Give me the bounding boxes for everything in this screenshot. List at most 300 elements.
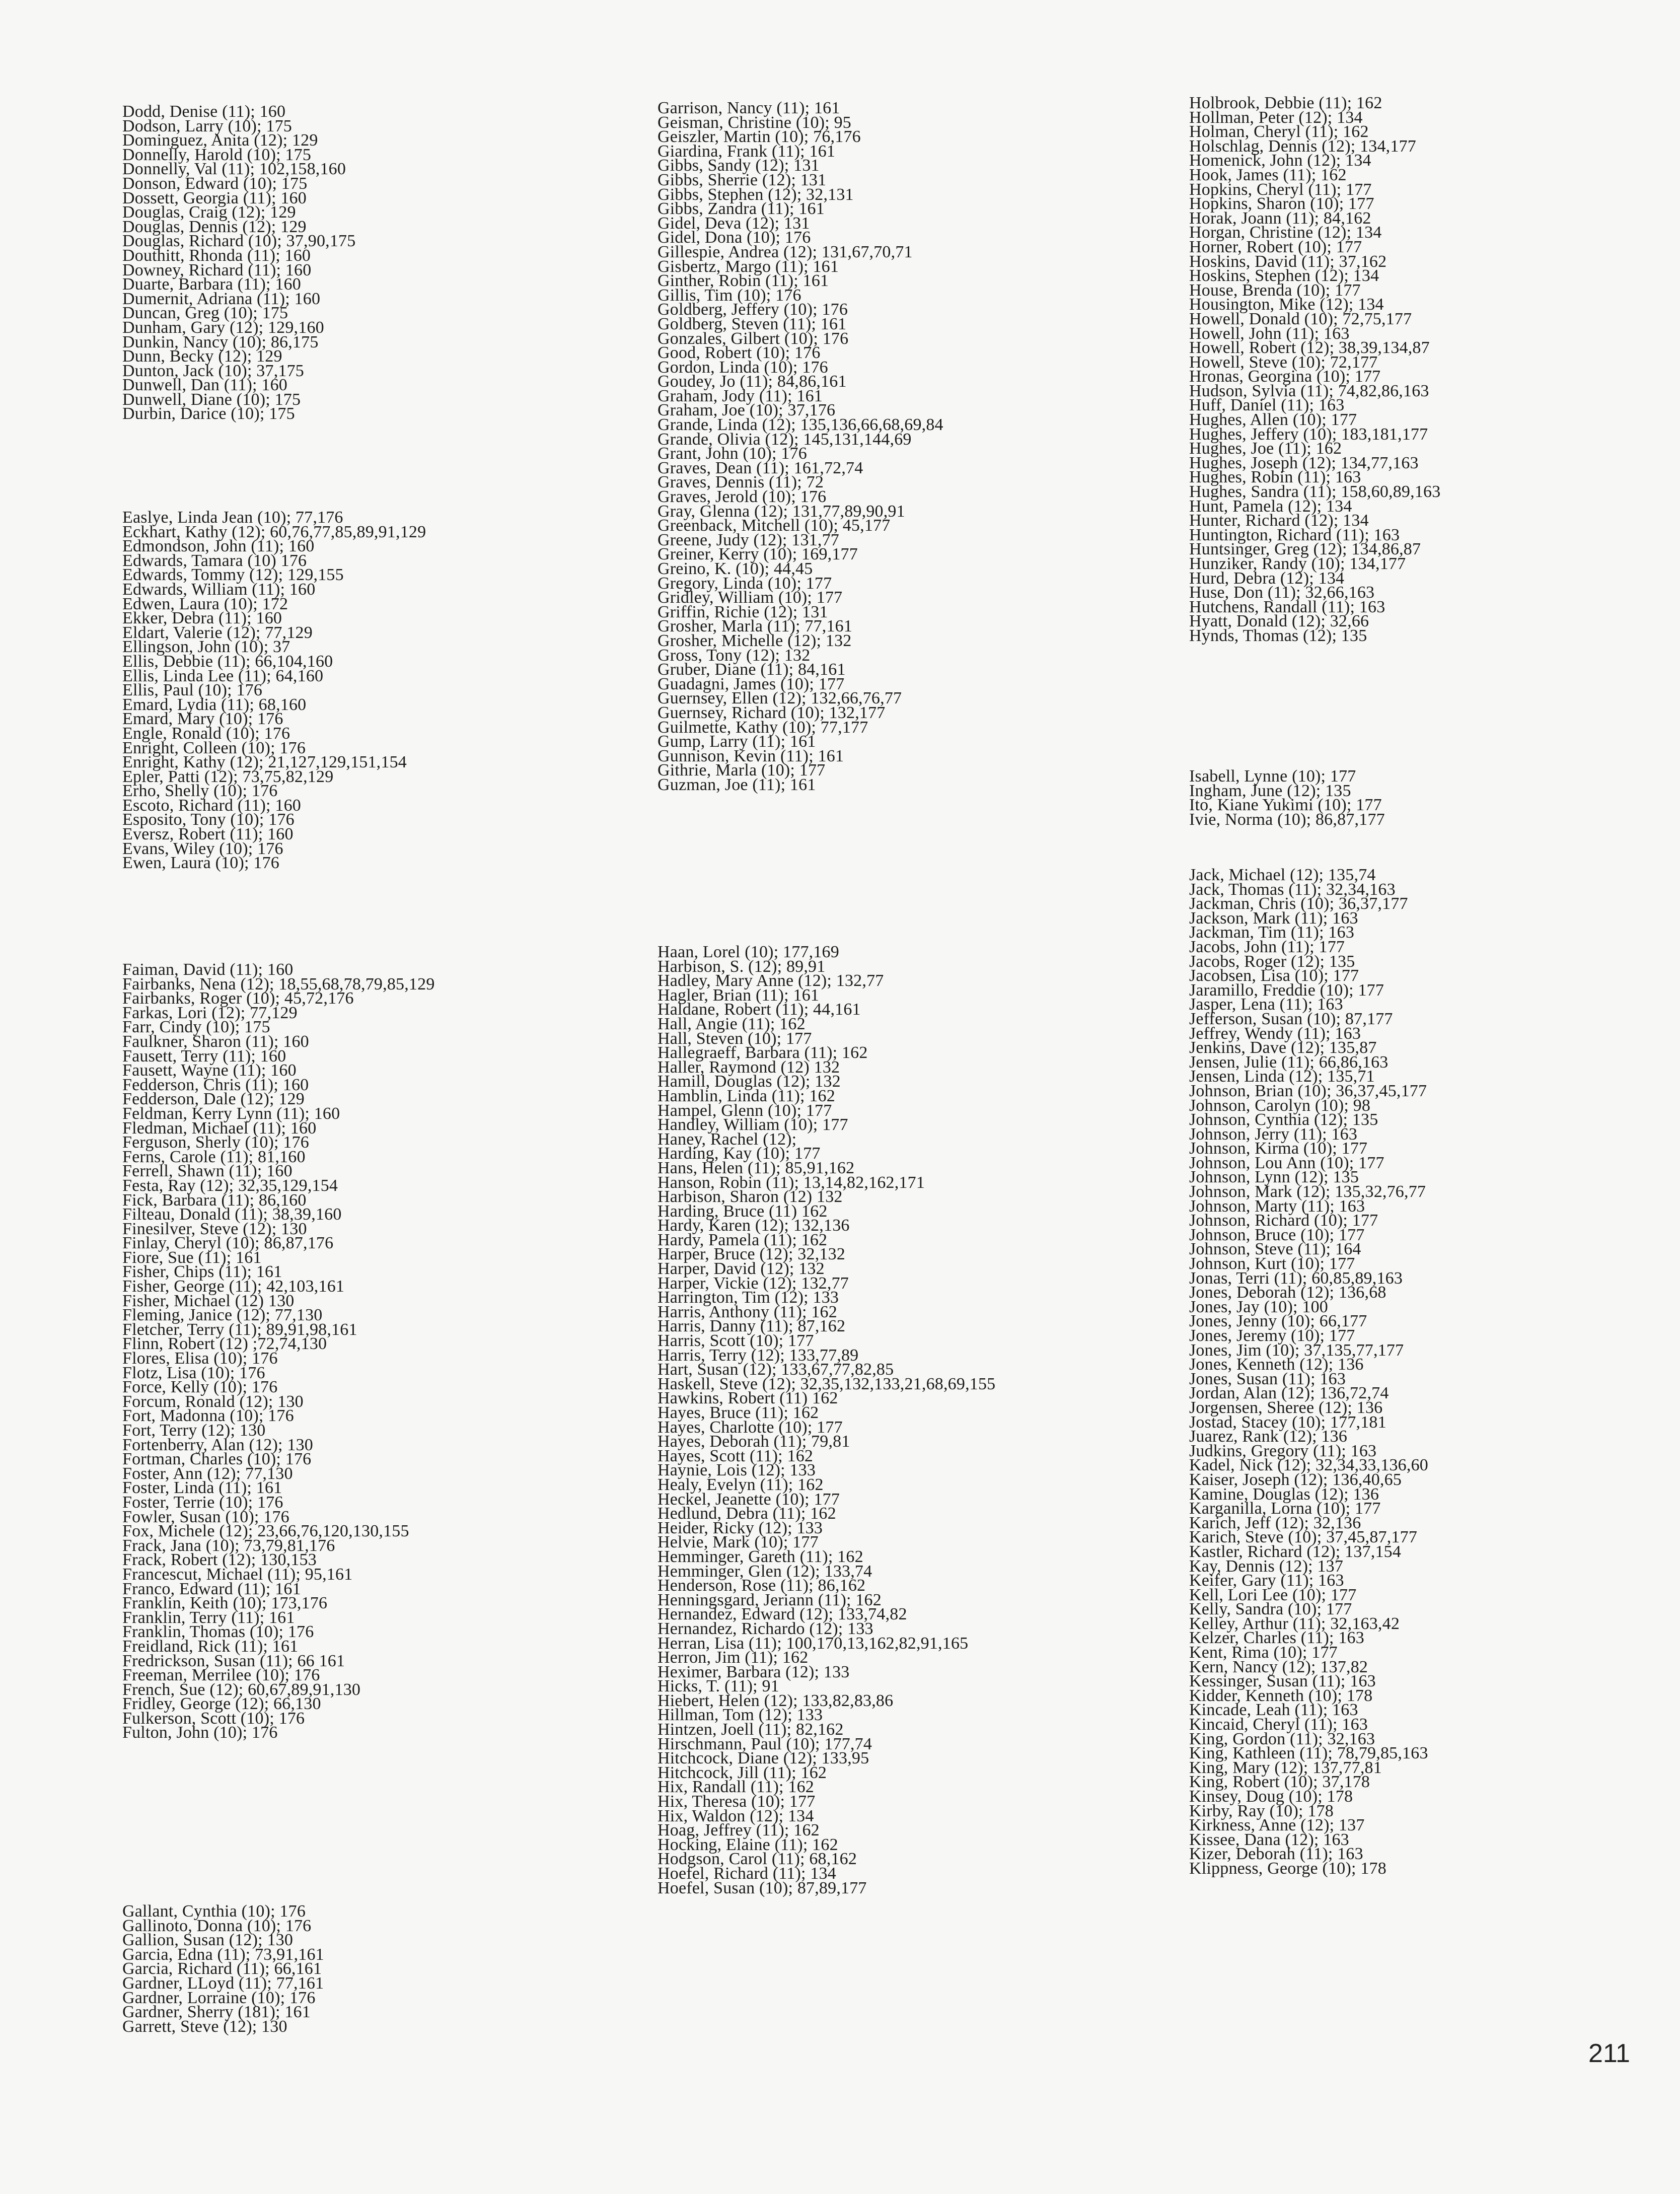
index-entry: Harrington, Tim (12); 133	[658, 1288, 839, 1307]
index-entry: Hart, Susan (12); 133,67,77,82,85	[658, 1360, 894, 1379]
index-entry: Good, Robert (10); 176	[658, 343, 821, 363]
index-entry: Jacobs, John (11); 177	[1189, 937, 1345, 956]
index-entry: Enright, Colleen (10); 176	[122, 738, 306, 757]
index-entry: Fortman, Charles (10); 176	[122, 1450, 312, 1469]
index-entry: Kirkness, Anne (12); 137	[1189, 1816, 1365, 1835]
index-entry: Guilmette, Kathy (10); 77,177	[658, 718, 868, 737]
index-entry: Johnson, Lynn (12); 135	[1189, 1168, 1359, 1187]
index-entry: Huntsinger, Greg (12); 134,86,87	[1189, 540, 1421, 559]
index-entry: Hughes, Allen (10); 177	[1189, 410, 1357, 430]
index-entry: Jones, Jim (10); 37,135,77,177	[1189, 1340, 1404, 1360]
index-entry: Hall, Steven (10); 177	[658, 1029, 812, 1048]
index-entry: Karich, Steve (10); 37,45,87,177	[1189, 1528, 1418, 1547]
index-entry: Douglas, Craig (12); 129	[122, 203, 296, 222]
index-entry: Dodson, Larry (10); 175	[122, 116, 292, 135]
index-group-e	[122, 508, 426, 873]
index-entry: Haynie, Lois (12); 133	[658, 1461, 816, 1480]
index-entry: Graves, Dean (11); 161,72,74	[658, 458, 863, 477]
index-group-g-continued	[658, 101, 943, 793]
index-entry: Fisher, George (11); 42,103,161	[122, 1277, 345, 1296]
index-entry: Eversz, Robert (11); 160	[122, 825, 294, 844]
index-entry: Gardner, Lorraine (10); 176	[122, 1988, 316, 2007]
index-entry: Graham, Joe (10); 37,176	[658, 401, 836, 420]
index-entry: Fowler, Susan (10); 176	[122, 1507, 289, 1526]
index-entry: Huse, Don (11); 32,66,163	[1189, 583, 1375, 602]
index-entry: Gridley, William (10); 177	[658, 588, 843, 607]
index-entry: Flores, Elisa (10); 176	[122, 1349, 278, 1368]
index-entry: Henderson, Rose (11); 86,162	[658, 1576, 866, 1595]
index-entry: Kaiser, Joseph (12); 136,40,65	[1189, 1470, 1402, 1489]
index-entry: Geiszler, Martin (10); 76,176	[658, 127, 861, 147]
index-entry: Henningsgard, Jeriann (11); 162	[658, 1590, 882, 1609]
index-entry: Dunwell, Dan (11); 160	[122, 376, 287, 395]
index-entry: Jenkins, Dave (12); 135,87	[1189, 1038, 1377, 1057]
index-entry: Gibbs, Sandy (12); 131	[658, 156, 820, 175]
index-entry: King, Mary (12); 137,77,81	[1189, 1758, 1382, 1777]
index-entry: Howell, John (11); 163	[1189, 324, 1350, 343]
index-group-h	[658, 945, 995, 1895]
index-entry: Harris, Anthony (11); 162	[658, 1302, 837, 1321]
index-entry: Franco, Edward (11); 161	[122, 1579, 301, 1598]
index-entry: Emard, Mary (10); 176	[122, 710, 283, 729]
index-entry: Handley, William (10); 177	[658, 1115, 848, 1135]
index-entry: Hoefel, Richard (11); 134	[658, 1864, 836, 1883]
index-entry: Force, Kelly (10); 176	[122, 1378, 278, 1397]
index-entry: Haney, Rachel (12);	[658, 1129, 797, 1149]
index-entry: Eckhart, Kathy (12); 60,76,77,85,89,91,129	[122, 522, 426, 541]
index-entry: Ferguson, Sherly (10); 176	[122, 1133, 309, 1152]
index-entry: Erho, Shelly (10); 176	[122, 782, 278, 801]
index-entry: Heckel, Jeanette (10); 177	[658, 1490, 840, 1509]
index-entry: Hans, Helen (11); 85,91,162	[658, 1158, 855, 1177]
index-entry: Fiore, Sue (11); 161	[122, 1248, 262, 1267]
index-entry: Johnson, Marty (11); 163	[1189, 1196, 1365, 1216]
index-entry: Hedlund, Debra (11); 162	[658, 1504, 836, 1523]
index-entry: Gross, Tony (12); 132	[658, 646, 811, 665]
index-entry: Foster, Terrie (10); 176	[122, 1493, 283, 1512]
index-entry: Ingham, June (12); 135	[1189, 781, 1351, 800]
index-entry: Helvie, Mark (10); 177	[658, 1533, 819, 1552]
index-entry: Jefferson, Susan (10); 87,177	[1189, 1009, 1393, 1028]
index-entry: Hemminger, Gareth (11); 162	[658, 1547, 863, 1566]
index-entry: Hoskins, David (11); 37,162	[1189, 252, 1387, 271]
index-entry: Fisher, Michael (12) 130	[122, 1291, 295, 1310]
index-entry: Harper, Bruce (12); 32,132	[658, 1245, 845, 1264]
index-entry: Ellis, Linda Lee (11); 64,160	[122, 666, 324, 685]
index-entry: Ito, Kiane Yukimi (10); 177	[1189, 796, 1382, 815]
index-entry: Hoefel, Susan (10); 87,89,177	[658, 1878, 867, 1897]
index-entry: Giardina, Frank (11); 161	[658, 141, 836, 161]
index-entry: Hughes, Sandra (11); 158,60,89,163	[1189, 482, 1441, 502]
index-group-j-k	[1189, 868, 1428, 1876]
index-entry: Hudson, Sylvia (11); 74,82,86,163	[1189, 381, 1429, 400]
index-entry: Hodgson, Carol (11); 68,162	[658, 1850, 857, 1869]
index-entry: Gardner, LLoyd (11); 77,161	[122, 1973, 324, 1993]
index-entry: Fairbanks, Nena (12); 18,55,68,78,79,85,129	[122, 974, 435, 994]
index-entry: Freidland, Rick (11); 161	[122, 1637, 299, 1656]
index-entry: Ivie, Norma (10); 86,87,177	[1189, 810, 1385, 829]
index-entry: Hopkins, Sharon (10); 177	[1189, 194, 1374, 214]
index-entry: Kadel, Nick (12); 32,34,33,136,60	[1189, 1456, 1428, 1475]
index-entry: Gump, Larry (11); 161	[658, 732, 816, 751]
index-entry: Fort, Terry (12); 130	[122, 1421, 266, 1440]
index-entry: Graham, Jody (11); 161	[658, 386, 823, 405]
index-entry: Haskell, Steve (12); 32,35,132,133,21,68,69,155	[658, 1374, 996, 1393]
index-entry: Franklin, Keith (10); 173,176	[122, 1594, 328, 1613]
index-entry: Gallion, Susan (12); 130	[122, 1931, 294, 1950]
index-entry: Hemminger, Glen (12); 133,74	[658, 1562, 872, 1581]
index-entry: Ferns, Carole (11); 81,160	[122, 1147, 306, 1166]
index-entry: Kell, Lori Lee (10); 177	[1189, 1585, 1357, 1604]
index-entry: Grosher, Michelle (12); 132	[658, 631, 852, 650]
index-entry: Guzman, Joe (11); 161	[658, 775, 816, 794]
index-entry: Fedderson, Dale (12); 129	[122, 1090, 305, 1109]
page-number: 211	[1588, 2039, 1630, 2068]
index-entry: Garcia, Edna (11); 73,91,161	[122, 1945, 324, 1964]
index-entry: Hardy, Karen (12); 132,136	[658, 1216, 850, 1235]
index-entry: Jonas, Terri (11); 60,85,89,163	[1189, 1268, 1403, 1288]
index-entry: Garcia, Richard (11); 66,161	[122, 1959, 322, 1978]
index-entry: Graves, Jerold (10); 176	[658, 487, 827, 507]
index-entry: Johnson, Steve (11); 164	[1189, 1240, 1361, 1259]
index-entry: Geisman, Christine (10); 95	[658, 113, 852, 132]
index-entry: Hurd, Debra (12); 134	[1189, 569, 1345, 588]
index-entry: Hamblin, Linda (11); 162	[658, 1086, 835, 1105]
index-entry: Hernandez, Edward (12); 133,74,82	[658, 1605, 907, 1624]
index-entry: Harris, Danny (11); 87,162	[658, 1317, 846, 1336]
index-entry: Dunham, Gary (12); 129,160	[122, 318, 324, 337]
index-entry: Hughes, Jeffery (10); 183,181,177	[1189, 424, 1428, 444]
index-entry: Fridley, George (12); 66,130	[122, 1694, 321, 1714]
index-entry: Ferrell, Shawn (11); 160	[122, 1162, 293, 1181]
index-entry: Hampel, Glenn (10); 177	[658, 1101, 832, 1120]
index-entry: Hayes, Deborah (11); 79,81	[658, 1432, 850, 1451]
index-entry: Duarte, Barbara (11); 160	[122, 275, 301, 294]
index-entry: Kizer, Deborah (11); 163	[1189, 1845, 1363, 1864]
index-entry: Kastler, Richard (12); 137,154	[1189, 1542, 1402, 1561]
index-entry: Edwards, Tommy (12); 129,155	[122, 565, 344, 585]
index-entry: Fausett, Wayne (11); 160	[122, 1061, 297, 1080]
index-entry: Kessinger, Susan (11); 163	[1189, 1672, 1376, 1691]
index-entry: Gillespie, Andrea (12); 131,67,70,71	[658, 242, 913, 261]
index-entry: Jones, Jay (10); 100	[1189, 1297, 1328, 1316]
index-entry: Gregory, Linda (10); 177	[658, 574, 832, 593]
index-entry: Dossett, Georgia (11); 160	[122, 188, 307, 207]
index-entry: Kamine, Douglas (12); 136	[1189, 1484, 1379, 1504]
index-entry: Hunter, Richard (12); 134	[1189, 511, 1369, 530]
index-entry: Fledman, Michael (11); 160	[122, 1118, 317, 1138]
index-entry: Johnson, Bruce (10); 177	[1189, 1225, 1365, 1244]
index-entry: Holschlag, Dennis (12); 134,177	[1189, 136, 1416, 156]
index-entry: Horgan, Christine (12); 134	[1189, 223, 1382, 242]
index-entry: Gibbs, Sherrie (12); 131	[658, 170, 827, 189]
index-entry: Fletcher, Terry (11); 89,91,98,161	[122, 1320, 357, 1339]
index-group-i	[1189, 769, 1385, 827]
index-entry: Dunkin, Nancy (10); 86,175	[122, 332, 319, 351]
index-entry: Hronas, Georgina (10); 177	[1189, 367, 1381, 386]
index-entry: Frack, Robert (12); 130,153	[122, 1550, 317, 1570]
index-entry: Ekker, Debra (11); 160	[122, 609, 282, 628]
index-entry: Johnson, Carolyn (10); 98	[1189, 1096, 1371, 1115]
index-entry: Hoskins, Stephen (12); 134	[1189, 266, 1379, 286]
index-entry: Jones, Jeremy (10); 177	[1189, 1326, 1355, 1345]
index-entry: Harding, Bruce (11) 162	[658, 1201, 828, 1221]
index-entry: Gordon, Linda (10); 176	[658, 358, 828, 377]
index-entry: Harper, Vickie (12); 132,77	[658, 1273, 849, 1293]
index-entry: Ellis, Paul (10); 176	[122, 681, 263, 700]
index-entry: Hollman, Peter (12); 134	[1189, 108, 1363, 127]
index-entry: Greenback, Mitchell (10); 45,177	[658, 516, 891, 535]
index-entry: Johnson, Kirma (10); 177	[1189, 1139, 1368, 1158]
index-entry: Kidder, Kenneth (10); 178	[1189, 1686, 1373, 1705]
index-entry: Haller, Raymond (12) 132	[658, 1057, 840, 1077]
index-entry: Harris, Scott (10); 177	[658, 1331, 814, 1351]
index-entry: Kinsey, Doug (10); 178	[1189, 1787, 1353, 1806]
index-entry: Donnelly, Val (11); 102,158,160	[122, 160, 346, 179]
index-entry: Fox, Michele (12); 23,66,76,120,130,155	[122, 1522, 409, 1541]
index-entry: Homenick, John (12); 134	[1189, 151, 1371, 170]
index-entry: Grande, Olivia (12); 145,131,144,69	[658, 430, 912, 449]
index-entry: Filteau, Donald (11); 38,39,160	[122, 1205, 342, 1224]
index-entry: Kincaid, Cheryl (11); 163	[1189, 1715, 1368, 1734]
index-entry: Gillis, Tim (10); 176	[658, 286, 801, 305]
index-entry: Jasper, Lena (11); 163	[1189, 995, 1343, 1014]
index-entry: Kelley, Arthur (11); 32,163,42	[1189, 1614, 1400, 1633]
index-entry: Howell, Donald (10); 72,75,177	[1189, 309, 1412, 328]
index-entry: Jostad, Stacey (10); 177,181	[1189, 1412, 1386, 1432]
index-entry: Grosher, Marla (11); 77,161	[658, 617, 853, 636]
index-group-g	[122, 1904, 324, 2034]
index-entry: Hoag, Jeffrey (11); 162	[658, 1821, 820, 1840]
index-entry: King, Gordon (11); 32,163	[1189, 1729, 1375, 1748]
index-entry: Greino, K. (10); 44,45	[658, 559, 813, 578]
index-entry: Horner, Robert (10); 177	[1189, 237, 1362, 256]
index-entry: Engle, Ronald (10); 176	[122, 724, 290, 743]
index-entry: Holman, Cheryl (11); 162	[1189, 122, 1369, 141]
index-entry: Goldberg, Jeffery (10); 176	[658, 300, 848, 319]
index-entry: Haan, Lorel (10); 177,169	[658, 943, 839, 961]
index-entry: Hyatt, Donald (12); 32,66	[1189, 612, 1369, 631]
index-entry: Jensen, Linda (12); 135,71	[1189, 1067, 1375, 1086]
index-entry: Finlay, Cheryl (10); 86,87,176	[122, 1234, 334, 1253]
index-entry: Downey, Richard (11); 160	[122, 260, 312, 279]
index-entry: Hughes, Joe (11); 162	[1189, 439, 1342, 458]
index-entry: Guadagni, James (10); 177	[658, 674, 845, 693]
index-entry: Fisher, Chips (11); 161	[122, 1262, 282, 1282]
index-entry: Gidel, Dona (10); 176	[658, 228, 811, 247]
index-entry: Hocking, Elaine (11); 162	[658, 1835, 838, 1854]
index-entry: Gunnison, Kevin (11); 161	[658, 746, 844, 765]
index-entry: Klippness, George (10); 178	[1189, 1859, 1386, 1878]
index-entry: Franklin, Thomas (10); 176	[122, 1622, 314, 1642]
index-entry: Kern, Nancy (12); 137,82	[1189, 1657, 1368, 1676]
index-entry: Jones, Kenneth (12); 136	[1189, 1355, 1364, 1374]
index-entry: Esposito, Tony (10); 176	[122, 810, 295, 829]
index-group-h-continued	[1189, 96, 1440, 644]
index-entry: Jack, Thomas (11); 32,34,163	[1189, 880, 1396, 899]
index-entry: French, Sue (12); 60,67,89,91,130	[122, 1680, 361, 1699]
index-entry: Judkins, Gregory (11); 163	[1189, 1441, 1377, 1460]
index-entry: Enright, Kathy (12); 21,127,129,151,154	[122, 753, 407, 772]
index-entry: Hook, James (11); 162	[1189, 165, 1347, 184]
index-entry: King, Robert (10); 37,178	[1189, 1773, 1370, 1792]
index-entry: Hall, Angie (11); 162	[658, 1014, 806, 1033]
index-entry: Gonzales, Gilbert (10); 176	[658, 329, 849, 348]
index-entry: Hawkins, Robert (11) 162	[658, 1389, 838, 1408]
index-entry: Foster, Ann (12); 77,130	[122, 1464, 293, 1483]
index-entry: Edwards, William (11); 160	[122, 580, 316, 599]
index-entry: Hallegraeff, Barbara (11); 162	[658, 1043, 868, 1063]
index-entry: Ginther, Robin (11); 161	[658, 271, 829, 291]
index-entry: Heximer, Barbara (12); 133	[658, 1662, 850, 1681]
index-entry: Hughes, Joseph (12); 134,77,163	[1189, 453, 1419, 472]
index-entry: Greene, Judy (12); 131,77	[658, 530, 839, 549]
index-entry: Hix, Theresa (10); 177	[658, 1792, 816, 1811]
index-entry: Feldman, Kerry Lynn (11); 160	[122, 1104, 340, 1123]
index-entry: Edwards, Tamara (10) 176	[122, 551, 307, 570]
index-entry: Hix, Randall (11); 162	[658, 1778, 814, 1797]
index-entry: Hayes, Bruce (11); 162	[658, 1403, 819, 1422]
index-entry: Finesilver, Steve (12); 130	[122, 1219, 307, 1238]
index-entry: Hanson, Robin (11); 13,14,82,162,171	[658, 1173, 925, 1192]
index-entry: Hamill, Douglas (12); 132	[658, 1072, 841, 1091]
index-entry: Dominguez, Anita (12); 129	[122, 131, 318, 150]
index-entry: Easlye, Linda Jean (10); 77,176	[122, 508, 343, 527]
index-entry: Donnelly, Harold (10); 175	[122, 145, 312, 164]
index-entry: Hiebert, Helen (12); 133,82,83,86	[658, 1691, 894, 1710]
index-entry: Edwen, Laura (10); 172	[122, 594, 288, 613]
index-entry: Festa, Ray (12); 32,35,129,154	[122, 1176, 338, 1195]
index-entry: Ellis, Debbie (11); 66,104,160	[122, 652, 333, 671]
index-entry: Karganilla, Lorna (10); 177	[1189, 1499, 1381, 1518]
index-entry: Foster, Linda (11); 161	[122, 1478, 282, 1498]
index-entry: Hunziker, Randy (10); 134,177	[1189, 554, 1406, 573]
index-entry: Johnson, Richard (10); 177	[1189, 1211, 1378, 1230]
index-entry: Durbin, Darice (10); 175	[122, 404, 295, 423]
index-entry: Francescut, Michael (11); 95,161	[122, 1565, 353, 1584]
index-entry: Escoto, Richard (11); 160	[122, 796, 301, 815]
index-entry: Grande, Linda (12); 135,136,66,68,69,84	[658, 415, 943, 435]
index-entry: Gallinoto, Donna (10); 176	[122, 1916, 312, 1935]
index-entry: Dumernit, Adriana (11); 160	[122, 289, 321, 308]
index-entry: Jones, Jenny (10); 66,177	[1189, 1312, 1367, 1331]
index-entry: Hardy, Pamela (11); 162	[658, 1230, 828, 1249]
index-entry: Douglas, Dennis (12); 129	[122, 217, 307, 236]
index-entry: Hernandez, Richardo (12); 133	[658, 1619, 873, 1638]
index-entry: Harbison, S. (12); 89,91	[658, 957, 826, 976]
index-entry: Douglas, Richard (10); 37,90,175	[122, 232, 356, 251]
index-entry: Freeman, Merrilee (10); 176	[122, 1666, 320, 1685]
index-entry: Guernsey, Richard (10); 132,177	[658, 703, 886, 722]
index-entry: Hopkins, Cheryl (11); 177	[1189, 180, 1372, 199]
index-entry: Greiner, Kerry (10); 169,177	[658, 545, 858, 564]
index-entry: Gisbertz, Margo (11); 161	[658, 257, 839, 276]
index-entry: Housington, Mike (12); 134	[1189, 295, 1384, 314]
index-entry: Franklin, Terry (11); 161	[122, 1608, 295, 1627]
index-entry: Ellingson, John (10); 37	[122, 638, 290, 657]
index-entry: Juarez, Rank (12); 136	[1189, 1427, 1348, 1446]
index-entry: Hirschmann, Paul (10); 177,74	[658, 1734, 872, 1753]
index-entry: Farr, Cindy (10); 175	[122, 1018, 270, 1037]
index-entry: Haldane, Robert (11); 44,161	[658, 1000, 861, 1019]
index-entry: Donson, Edward (10); 175	[122, 174, 308, 193]
index-entry: Healy, Evelyn (11); 162	[658, 1475, 824, 1494]
index-entry: Jack, Michael (12); 135,74	[1189, 866, 1376, 884]
index-entry: Garrett, Steve (12); 130	[122, 2017, 287, 2036]
index-entry: Duncan, Greg (10); 175	[122, 304, 288, 323]
index-entry: Fredrickson, Susan (11); 66 161	[122, 1651, 345, 1670]
index-entry: Harper, David (12); 132	[658, 1259, 825, 1279]
index-entry: Edmondson, John (11); 160	[122, 537, 315, 556]
index-entry: Gibbs, Stephen (12); 32,131	[658, 185, 854, 204]
index-entry: Jeffrey, Wendy (11); 163	[1189, 1024, 1361, 1043]
index-entry: Jackman, Tim (11); 163	[1189, 923, 1355, 942]
index-entry: Jorgensen, Sheree (12); 136	[1189, 1398, 1383, 1417]
index-entry: Heider, Ricky (12); 133	[658, 1518, 823, 1537]
index-entry: Gidel, Deva (12); 131	[658, 214, 810, 233]
index-entry: Isabell, Lynne (10); 177	[1189, 767, 1356, 786]
index-entry: Fulkerson, Scott (10); 176	[122, 1709, 305, 1728]
index-entry: King, Kathleen (11); 78,79,85,163	[1189, 1744, 1428, 1763]
index-entry: Gallant, Cynthia (10); 176	[122, 1902, 306, 1921]
index-entry: Jones, Susan (11); 163	[1189, 1369, 1346, 1388]
index-entry: Kay, Dennis (12); 137	[1189, 1556, 1344, 1576]
index-entry: Hayes, Scott (11); 162	[658, 1446, 814, 1465]
index-entry: Karich, Jeff (12); 32,136	[1189, 1513, 1361, 1532]
index-entry: Fausett, Terry (11); 160	[122, 1046, 286, 1066]
index-entry: Fedderson, Chris (11); 160	[122, 1075, 309, 1094]
index-entry: Jones, Deborah (12); 136,68	[1189, 1283, 1386, 1302]
index-entry: Goldberg, Steven (11); 161	[658, 314, 847, 333]
index-entry: Fleming, Janice (12); 77,130	[122, 1306, 323, 1325]
index-entry: House, Brenda (10); 177	[1189, 280, 1361, 300]
index-entry: Hynds, Thomas (12); 135	[1189, 626, 1367, 645]
index-entry: Dunwell, Diane (10); 175	[122, 390, 301, 409]
index-entry: Hutchens, Randall (11); 163	[1189, 597, 1385, 616]
index-entry: Hughes, Robin (11); 163	[1189, 468, 1361, 487]
index-entry: Herron, Jim (11); 162	[658, 1648, 809, 1667]
index-entry: Holbrook, Debbie (11); 162	[1189, 94, 1382, 112]
index-entry: Fairbanks, Roger (10); 45,72,176	[122, 989, 354, 1008]
index-entry: Farkas, Lori (12); 77,129	[122, 1003, 298, 1022]
index-entry: Guernsey, Ellen (12); 132,66,76,77	[658, 689, 902, 708]
index-group-f	[122, 960, 435, 1742]
index-entry: Jacobs, Roger (12); 135	[1189, 952, 1355, 971]
index-entry: Dunn, Becky (12); 129	[122, 347, 282, 366]
index-entry: Githrie, Marla (10); 177	[658, 761, 826, 780]
index-entry: Fulton, John (10); 176	[122, 1723, 278, 1742]
index-group-d	[122, 102, 356, 423]
index-entry: Huntington, Richard (11); 163	[1189, 525, 1400, 544]
index-entry: Dodd, Denise (11); 160	[122, 102, 286, 121]
index-entry: Johnson, Jerry (11); 163	[1189, 1124, 1358, 1144]
index-entry: Garrison, Nancy (11); 161	[658, 99, 840, 117]
index-entry: Hitchcock, Diane (12); 133,95	[658, 1749, 869, 1768]
index-entry: Faiman, David (11); 160	[122, 960, 294, 979]
index-entry: Hunt, Pamela (12); 134	[1189, 497, 1352, 516]
index-entry: Hicks, T. (11); 91	[658, 1677, 779, 1696]
index-entry: Johnson, Cynthia (12); 135	[1189, 1110, 1378, 1129]
index-entry: Fick, Barbara (11); 86,160	[122, 1190, 307, 1210]
index-entry: Jacobsen, Lisa (10); 177	[1189, 966, 1359, 985]
index-entry: Ewen, Laura (10); 176	[122, 854, 279, 873]
index-entry: Johnson, Kurt (10); 177	[1189, 1254, 1355, 1273]
index-entry: Evans, Wiley (10); 176	[122, 839, 283, 858]
index-entry: Harding, Kay (10); 177	[658, 1144, 821, 1163]
index-entry: Gardner, Sherry (181); 161	[122, 2003, 311, 2022]
index-entry: Eldart, Valerie (12); 77,129	[122, 623, 313, 642]
index-entry: Kincade, Leah (11); 163	[1189, 1701, 1358, 1720]
